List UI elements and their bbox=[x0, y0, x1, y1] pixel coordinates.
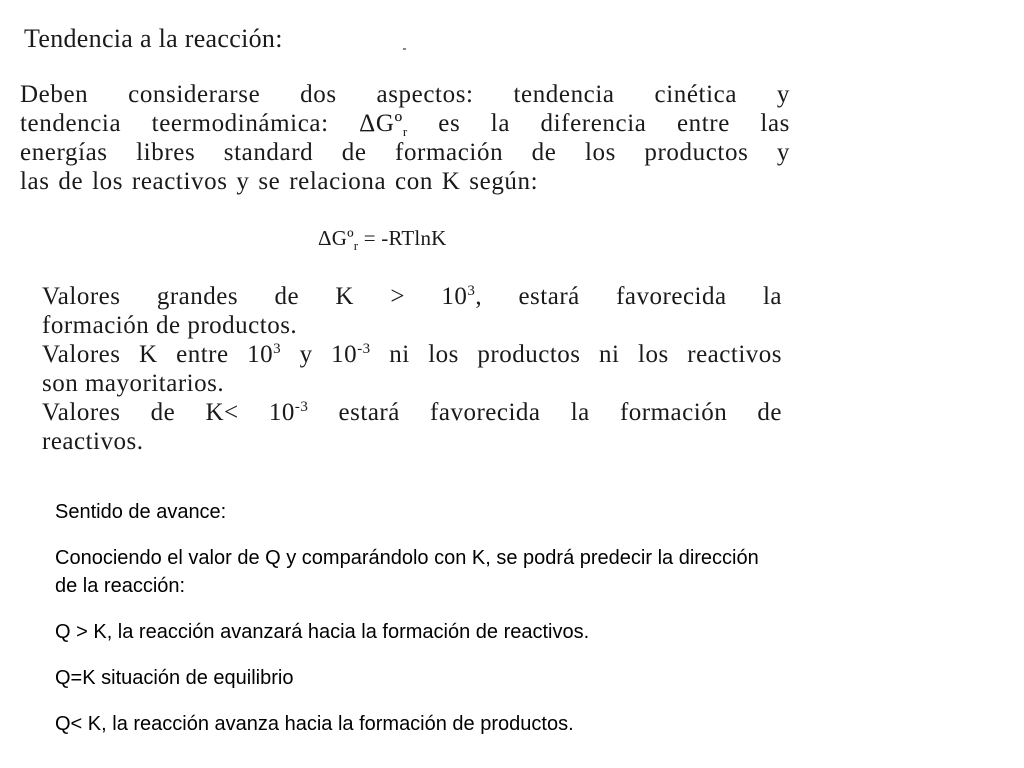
intro-line-with-delta-g bbox=[20, 109, 790, 138]
reaction-direction-section bbox=[55, 498, 775, 756]
criteria-line-6: reactivos. bbox=[42, 428, 144, 455]
criteria-text: , estará favorecida la bbox=[475, 283, 782, 310]
rule-q-greater-k: Q > K, la reacción avanzará hacia la formación de reactivos. bbox=[55, 621, 590, 643]
intro-line: las de los reactivos y se relaciona con K según: bbox=[20, 168, 539, 195]
criteria-line-3 bbox=[42, 340, 782, 369]
criteria-text: Valores de K< 10 bbox=[42, 399, 295, 426]
criteria-paragraph bbox=[42, 282, 782, 456]
formula-rhs: = -RTlnK bbox=[358, 226, 447, 250]
section-heading: Sentido de avance: bbox=[55, 501, 227, 523]
criteria-line-2: formación de productos. bbox=[42, 312, 298, 339]
exponent: -3 bbox=[294, 399, 309, 415]
criteria-line-4: son mayoritarios. bbox=[42, 370, 225, 397]
rule-q-less-k: Q< K, la reacción avanza hacia la formación de productos. bbox=[55, 713, 574, 735]
formula-lhs: ΔGº bbox=[318, 226, 354, 250]
intro-line: energías libres standard de formación de los productos y bbox=[20, 139, 790, 166]
criteria-text: Valores K entre 10 bbox=[42, 341, 274, 368]
exponent: -3 bbox=[357, 341, 371, 357]
gibbs-formula bbox=[318, 226, 447, 251]
rule-q-equal-k: Q=K situación de equilibrio bbox=[55, 667, 294, 689]
scan-speck bbox=[403, 48, 406, 50]
criteria-text: ni los productos ni los reactivos bbox=[370, 341, 782, 368]
intro-line: Deben considerarse dos aspectos: tendencia cinética y bbox=[20, 81, 790, 108]
intro-text: es la diferencia entre las bbox=[407, 110, 790, 137]
criteria-text: y 10 bbox=[281, 341, 358, 368]
criteria-line-5 bbox=[42, 398, 782, 427]
exponent: 3 bbox=[273, 341, 282, 357]
section-intro: Conociendo el valor de Q y comparándolo con K, se podrá predecir la dirección de la reacción: bbox=[55, 547, 759, 597]
scanned-textbook-excerpt bbox=[18, 14, 794, 468]
intro-paragraph bbox=[20, 80, 790, 196]
criteria-line-1 bbox=[42, 282, 782, 311]
formula-subscript: r bbox=[353, 238, 359, 253]
exponent: 3 bbox=[467, 283, 476, 299]
intro-text: tendencia teermodinámica: ΔGº bbox=[20, 110, 403, 137]
criteria-text: Valores grandes de K > 10 bbox=[42, 283, 468, 310]
excerpt-title: Tendencia a la reacción: bbox=[24, 24, 283, 53]
criteria-text: estará favorecida la formación de bbox=[308, 399, 782, 426]
subscript-r: r bbox=[402, 124, 408, 139]
